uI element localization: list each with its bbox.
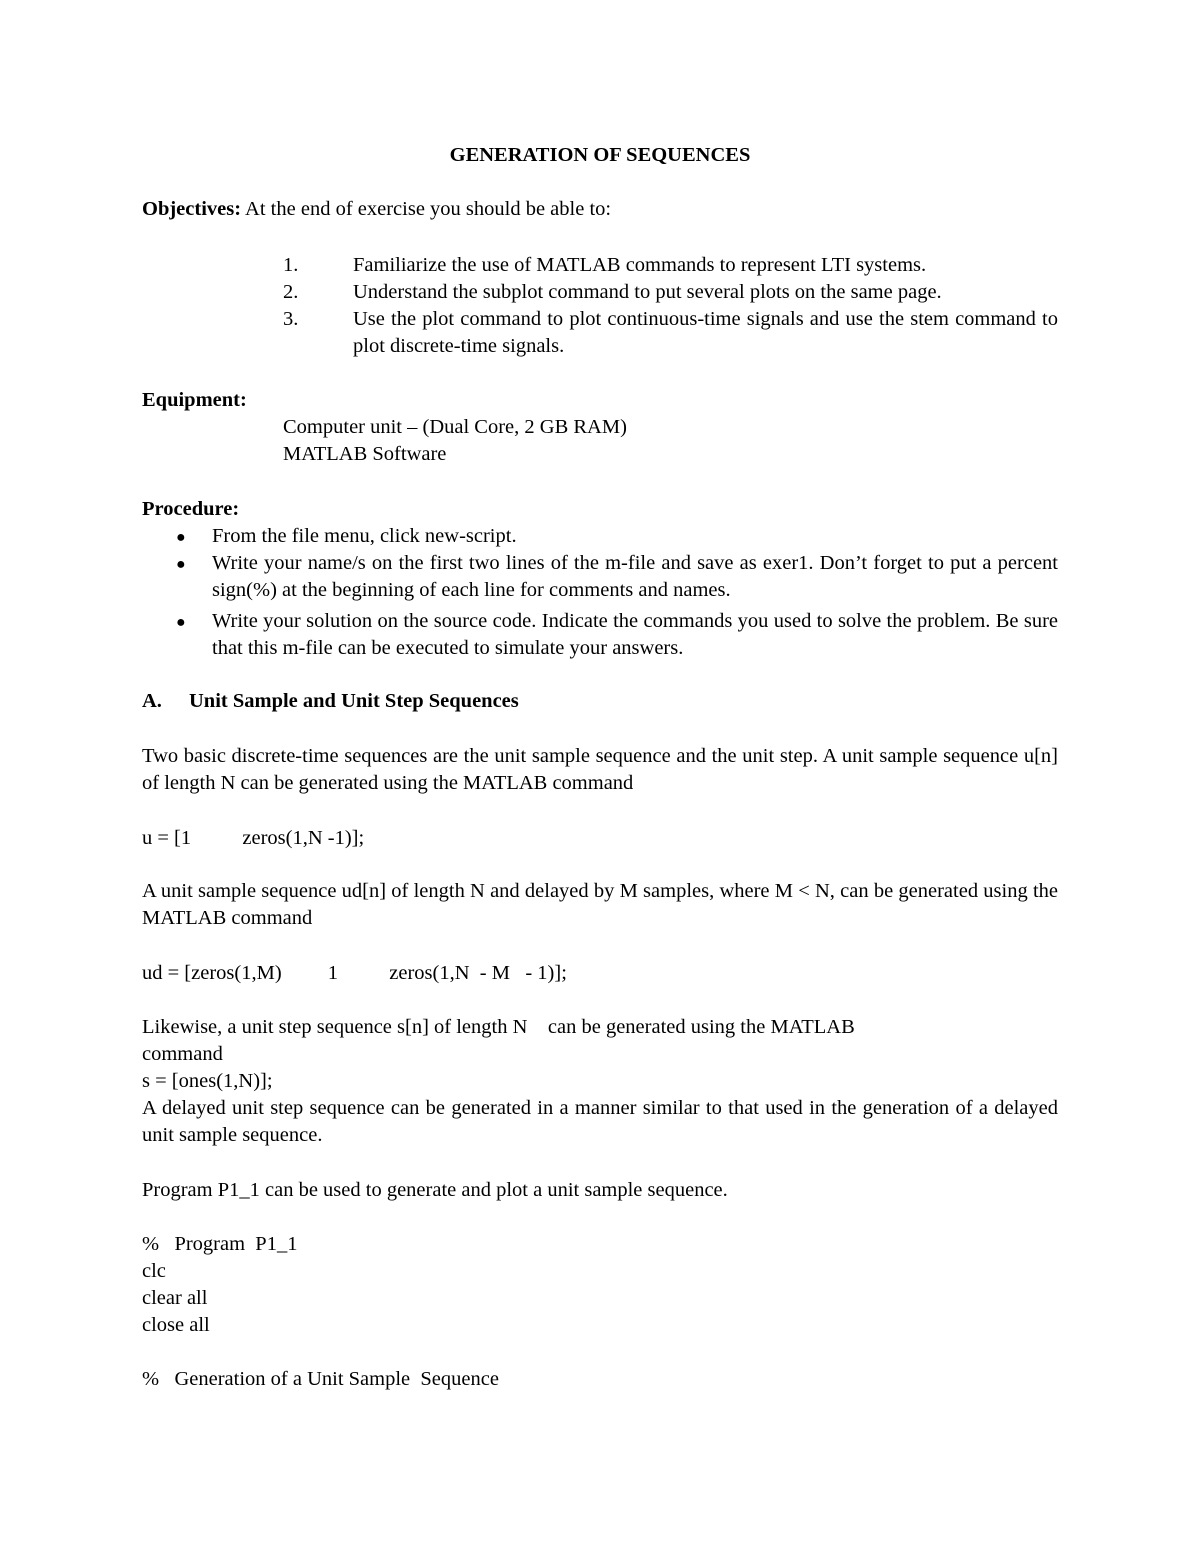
paragraph-unit-step-line-2: command — [142, 1043, 223, 1065]
code-delayed-sample: ud = [zeros(1,M) 1 zeros(1,N - M - 1)]; — [142, 962, 567, 984]
objectives-line — [142, 196, 611, 223]
objective-number-1: 1. — [283, 254, 299, 276]
code-line-clc: clc — [142, 1260, 166, 1282]
procedure-label: Procedure: — [142, 498, 240, 520]
code-line-close-all: close all — [142, 1314, 210, 1336]
page-title: GENERATION OF SEQUENCES — [449, 144, 751, 166]
procedure-item-2: Write your name/s on the first two lines of the m-file and save as exer1. Don’t forget to put a percent sign(%) at the beginning of each line for comments and names. — [212, 552, 1058, 601]
paragraph-delayed-sample: A unit sample sequence ud[n] of length N and delayed by M samples, where M < N, can be generated using the MATLAB command — [142, 880, 1058, 929]
bullet-icon: ● — [176, 614, 186, 631]
objective-item-1: Familiarize the use of MATLAB commands to represent LTI systems. — [353, 254, 927, 276]
paragraph-program-intro: Program P1_1 can be used to generate and plot a unit sample sequence. — [142, 1179, 728, 1201]
procedure-item-1: From the file menu, click new-script. — [212, 525, 517, 547]
code-line-generation-comment: % Generation of a Unit Sample Sequence — [142, 1368, 499, 1390]
equipment-label: Equipment: — [142, 389, 247, 411]
objectives-intro: At the end of exercise you should be able to: — [245, 198, 612, 220]
paragraph-unit-sample: Two basic discrete-time sequences are the unit sample sequence and the unit step. A unit sample sequence u[n] of length N can be generated using the MATLAB command — [142, 745, 1058, 794]
objective-item-2: Understand the subplot command to put several plots on the same page. — [353, 281, 942, 303]
section-a-heading: Unit Sample and Unit Step Sequences — [189, 690, 519, 712]
objective-item-3: Use the plot command to plot continuous-time signals and use the stem command to plot discrete-time signals. — [353, 308, 1058, 357]
section-a-letter: A. — [142, 690, 162, 712]
paragraph-unit-step-line-1: Likewise, a unit step sequence s[n] of length N can be generated using the MATLAB — [142, 1016, 855, 1038]
equipment-item-software: MATLAB Software — [283, 443, 447, 465]
bullet-icon: ● — [176, 556, 186, 573]
objectives-label: Objectives: — [142, 198, 242, 220]
code-unit-sample: u = [1 zeros(1,N -1)]; — [142, 827, 365, 849]
paragraph-delayed-step: A delayed unit step sequence can be generated in a manner similar to that used in the generation of a delayed unit sample sequence. — [142, 1097, 1058, 1146]
code-line-clear-all: clear all — [142, 1287, 208, 1309]
objective-number-3: 3. — [283, 308, 299, 330]
equipment-item-computer: Computer unit – (Dual Core, 2 GB RAM) — [283, 416, 627, 438]
code-line-program-comment: % Program P1_1 — [142, 1233, 298, 1255]
code-unit-step: s = [ones(1,N)]; — [142, 1070, 273, 1092]
bullet-icon: ● — [176, 529, 186, 546]
objective-number-2: 2. — [283, 281, 299, 303]
procedure-item-3: Write your solution on the source code. Indicate the commands you used to solve the problem. Be sure that this m-file can be executed to simulate your answers. — [212, 610, 1058, 659]
